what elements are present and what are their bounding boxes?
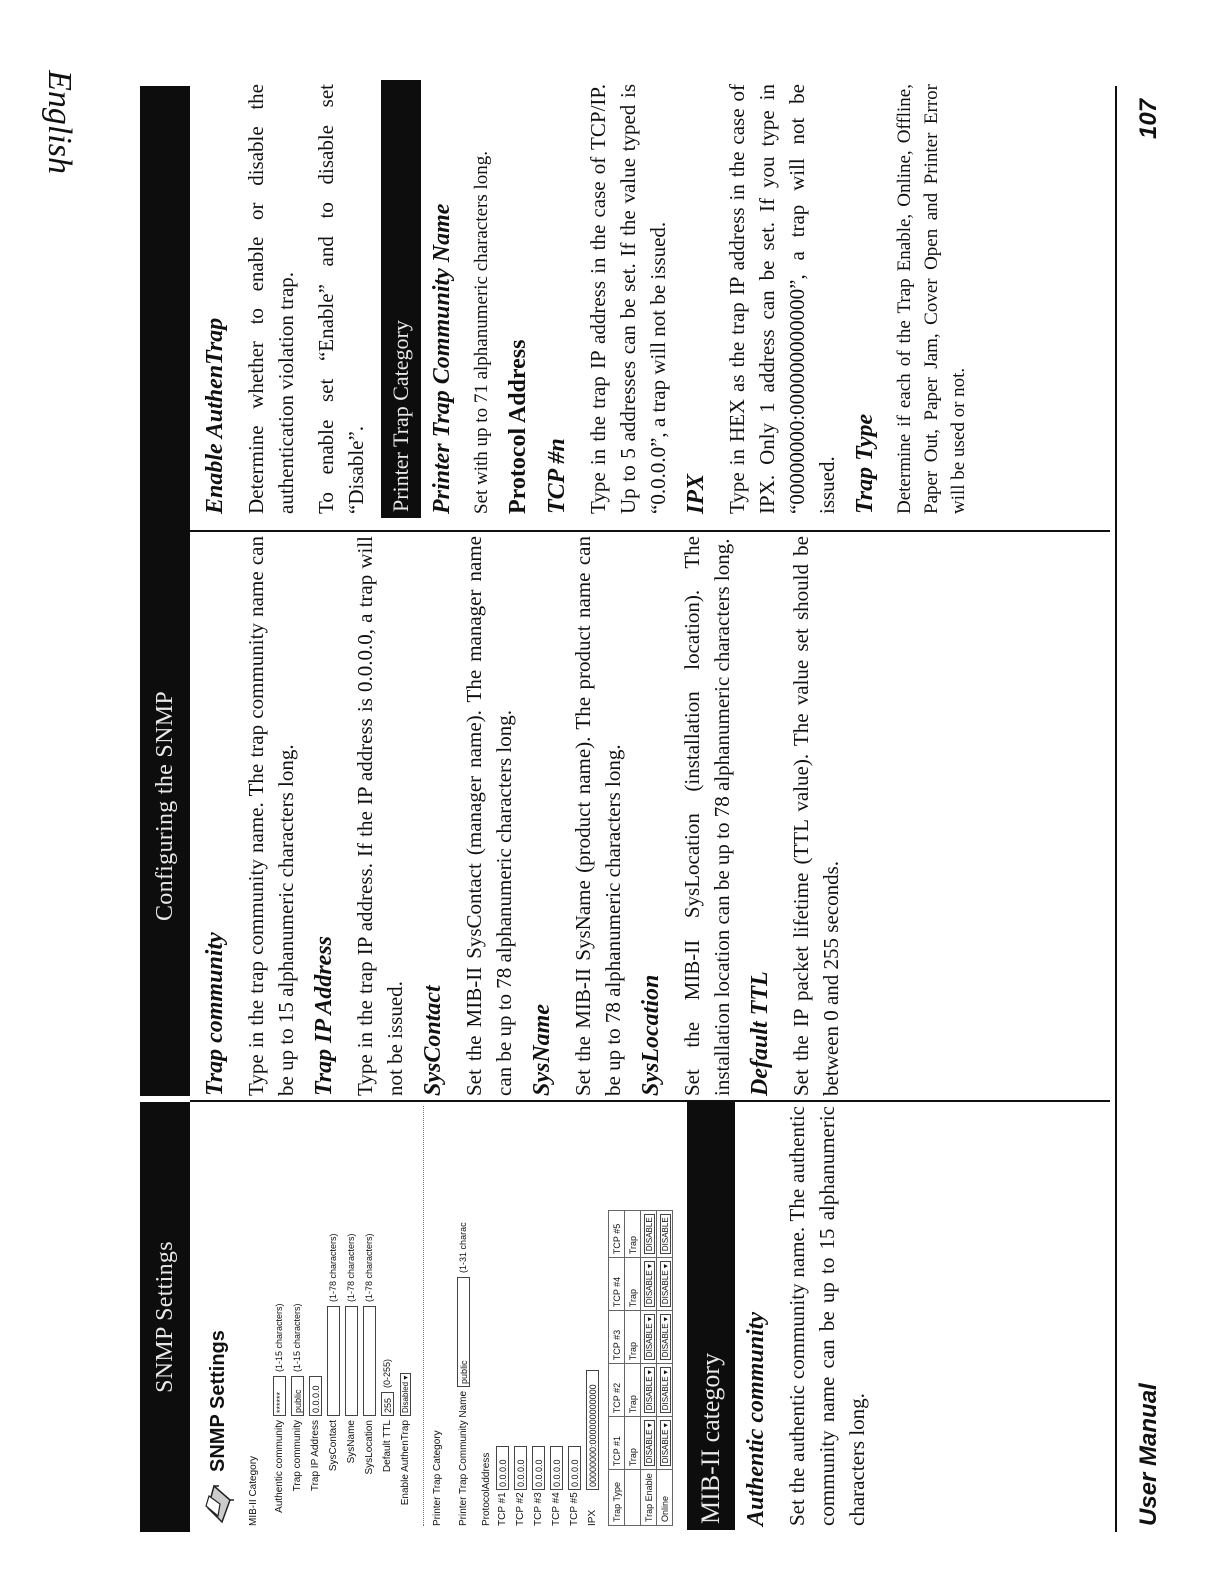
mib-category-bar: MIB-II category [687,1102,735,1530]
table-header-cell: TCP #1 [609,1417,625,1470]
snmp-settings-screenshot [200,1106,673,1526]
table-cell [641,1211,657,1258]
chevron-down-icon: ▾ [400,1375,410,1380]
page-number: 107 [1135,98,1162,139]
chevron-down-icon: ▾ [644,1317,654,1322]
column-1 [196,1106,882,1526]
sysname-input[interactable] [345,1306,358,1416]
tcp-input[interactable]: 0.0.0.0 [514,1446,527,1490]
chevron-down-icon: ▾ [644,1423,654,1428]
chevron-down-icon: ▾ [660,1317,670,1322]
table-header-cell: TCP #5 [609,1211,625,1258]
sysname-hint: (1-78 characters) [346,1233,356,1302]
tcp-input[interactable]: 0.0.0.0 [496,1446,509,1490]
header-snmp-settings: SNMP Settings [140,1102,190,1532]
table-cell [657,1417,673,1470]
ipx-row [584,1106,600,1526]
table-header-cell: Trap Type [609,1470,625,1526]
printer-trap-category-bar: Printer Trap Category [381,80,421,518]
trap-select-value: DISABLE [644,1429,654,1464]
trap-select[interactable] [644,1420,655,1466]
ipx-label: IPX [586,1509,598,1526]
trap-community-hint: (1-15 characters) [292,1303,302,1372]
separator [423,1106,424,1526]
trap-community-label: Trap community [291,1420,303,1492]
table-header-cell: TCP #4 [609,1258,625,1311]
tcp-row [530,1106,546,1526]
trap-community-text: Type in the trap community name. The trap community name can be up to 15 alphanumeric characters long. [244,536,298,1096]
enable-authentrap-row [397,1106,413,1526]
table-header-cell: TCP #3 [609,1311,625,1364]
trap-select[interactable] [660,1214,671,1254]
tcp-input[interactable]: 0.0.0.0 [550,1446,563,1490]
table-cell: Trap [625,1311,641,1364]
trap-select-value: DISABLE [660,1323,670,1358]
tcp-input[interactable]: 0.0.0.0 [568,1446,581,1490]
printer-trap-community-input[interactable]: public [457,1277,470,1387]
screenshot-title [200,1106,236,1526]
chevron-down-icon: ▾ [660,1370,670,1375]
chevron-down-icon: ▾ [644,1370,654,1375]
syslocation-heading: SysLocation [638,974,664,1096]
table-cell [657,1211,673,1258]
sysname-label: SysName [345,1420,357,1464]
tcp-label: TCP #3 [532,1492,544,1526]
table-row [657,1211,673,1526]
auth-community-hint: (1-15 characters) [274,1303,284,1372]
table-cell [641,1364,657,1417]
chevron-down-icon: ▾ [644,1264,654,1269]
table-row-label: Trap Enable [641,1470,657,1526]
language-label: English [41,70,78,174]
chevron-down-icon: ▾ [660,1423,670,1428]
protocol-address-heading: Protocol Address [505,339,531,514]
trap-select-value: DISABLE [644,1217,654,1252]
tcp-row [566,1106,582,1526]
enable-authentrap-select[interactable] [400,1373,411,1416]
authentic-community-text: Set the authentic community name. The authentic community name can be up to 15 alphanumeric characters long. [785,1106,869,1526]
tcp-row [494,1106,510,1526]
trap-select[interactable] [660,1367,671,1413]
printer-trap-community-hint: (1-31 charac [458,1222,468,1273]
table-header-cell: TCP #2 [609,1364,625,1417]
trap-select[interactable] [660,1420,671,1466]
syslocation-text: Set the MIB-II SysLocation (installation location). The installation location can be up to 78 alphanumeric characters long. [680,536,734,1096]
default-ttl-text: Set the IP packet lifetime (TTL value). The value set should be between 0 and 255 seconds. [789,536,843,1096]
trap-select-value: DISABLE [660,1376,670,1411]
enable-authentrap-text-2: To enable set “Enable” and to disable set “Disable”. [314,84,368,514]
printer-trap-community-row [455,1106,471,1526]
trap-select-value: DISABLE [644,1270,654,1305]
syscontact-input[interactable] [327,1306,340,1416]
trap-community-input[interactable]: public [291,1376,304,1416]
footer-rule [1115,86,1117,1532]
trap-ip-text: Type in the trap IP address. If the IP address is 0.0.0.0, a trap will not be issued. [353,536,407,1096]
syslocation-row [361,1106,377,1526]
table-cell: Trap [625,1417,641,1470]
trap-ip-label: Trap IP Address [309,1420,321,1492]
trap-select-value: DISABLE [660,1270,670,1305]
trap-select-value: DISABLE [660,1429,670,1464]
table-row-label: Online [657,1470,673,1526]
ipx-input[interactable]: 00000000:000000000000 [586,1370,599,1490]
header-col3 [140,86,190,516]
trap-community-row [289,1106,305,1526]
tcp-label: TCP #1 [496,1492,508,1526]
syscontact-heading: SysContact [420,985,446,1096]
trap-community-heading: Trap community [202,932,228,1096]
table-cell [657,1311,673,1364]
authentic-community-heading: Authentic community [743,1311,769,1526]
syscontact-label: SysContact [327,1420,339,1472]
protocol-address-label: ProtocolAddress [481,1452,492,1526]
trap-table-trap-row [625,1211,641,1526]
trap-table [608,1210,673,1526]
table-cell: Trap [625,1258,641,1311]
ipx-text: Type in HEX as the trap IP address in the case of IPX. Only 1 address can be set. If you type in “00000000:000000000000”, a trap will not be issued. [725,84,839,514]
tcp-heading: TCP #n [544,438,570,514]
default-ttl-hint: (0-255) [382,1358,392,1388]
syslocation-label: SysLocation [363,1420,375,1475]
trap-ip-input[interactable]: 0.0.0.0 [309,1376,322,1416]
mib-category-label: MIB-II Category [248,1455,259,1526]
column-divider-1 [190,1100,1110,1102]
tcp-text: Type in the trap IP address in the case of TCP/IP. Up to 5 addresses can be set. If the value typed is “0.0.0.0”, a trap will not be issued. [586,84,670,514]
default-ttl-label: Default TTL [381,1420,393,1473]
trap-select-value: DISABLE [644,1323,654,1358]
trap-select[interactable] [644,1261,655,1307]
trap-select[interactable] [660,1261,671,1307]
column-3 [196,84,982,514]
trap-table-header [609,1211,625,1526]
enable-authentrap-label: Enable AuthenTrap [399,1420,411,1506]
tcp-label: TCP #4 [550,1492,562,1526]
column-divider-2 [190,530,1110,532]
syslocation-input[interactable] [363,1306,376,1416]
header-configuring-snmp: Configuring the SNMP [140,516,190,1096]
enable-authentrap-value: Disabled [400,1381,410,1413]
trap-select[interactable] [644,1314,655,1360]
ipx-heading: IPX [683,473,709,514]
default-ttl-row [379,1106,395,1526]
table-cell [625,1470,641,1526]
auth-community-label: Authentic community [273,1420,285,1513]
auth-community-input[interactable]: ****** [273,1376,286,1416]
trap-ip-heading: Trap IP Address [311,935,337,1096]
enable-authentrap-heading: Enable AuthenTrap [202,317,228,514]
table-cell [641,1258,657,1311]
trap-select[interactable] [644,1214,655,1254]
printer-trap-community-text: Set with up to 71 alphanumeric characters long. [471,150,492,514]
footer-user-manual: User Manual [1135,1383,1162,1526]
default-ttl-heading: Default TTL [747,971,773,1096]
column-2 [196,536,856,1096]
printer-trap-community-heading: Printer Trap Community Name [429,203,455,514]
syscontact-text: Set the MIB-II SysContact (manager name). The manager name can be up to 78 alphanumeric characters long. [462,536,516,1096]
table-cell [657,1258,673,1311]
syscontact-hint: (1-78 characters) [328,1233,338,1302]
syscontact-row [325,1106,341,1526]
tcp-label: TCP #2 [514,1492,526,1526]
tcp-row [548,1106,564,1526]
syslocation-hint: (1-78 characters) [364,1233,374,1302]
trap-select-value: DISABLE [644,1376,654,1411]
chevron-down-icon: ▾ [660,1264,670,1269]
table-row [641,1211,657,1526]
table-cell: Trap [625,1211,641,1258]
table-cell [641,1311,657,1364]
enable-authentrap-text-1: Determine whether to enable or disable the authentication violation trap. [244,84,298,514]
tcp-input[interactable]: 0.0.0.0 [532,1446,545,1490]
sysname-row [343,1106,359,1526]
trap-ip-row [307,1106,323,1526]
table-cell: Trap [625,1364,641,1417]
table-cell [657,1364,673,1417]
auth-community-row [271,1106,287,1526]
tcp-label: TCP #5 [568,1492,580,1526]
trap-select[interactable] [644,1367,655,1413]
trap-select-value: DISABLE [660,1217,670,1252]
trap-type-text: Determine if each of the Trap Enable, Online, Offline, Paper Out, Paper Jam, Cover Open and Printer Error will be used or not. [894,84,969,514]
screenshot-title-text: SNMP Settings [206,1330,229,1472]
printer-icon [200,1480,236,1526]
trap-type-heading: Trap Type [852,413,878,514]
printer-trap-community-label: Printer Trap Community Name [457,1390,469,1526]
sysname-text: Set the MIB-II SysName (product name). The product name can be up to 78 alphanumeric characters long. [571,536,625,1096]
trap-select[interactable] [660,1314,671,1360]
table-cell [641,1417,657,1470]
tcp-row [512,1106,528,1526]
printer-trap-category-label: Printer Trap Category [432,1430,443,1526]
default-ttl-input[interactable]: 255 [381,1392,394,1416]
sysname-heading: SysName [529,1004,555,1096]
